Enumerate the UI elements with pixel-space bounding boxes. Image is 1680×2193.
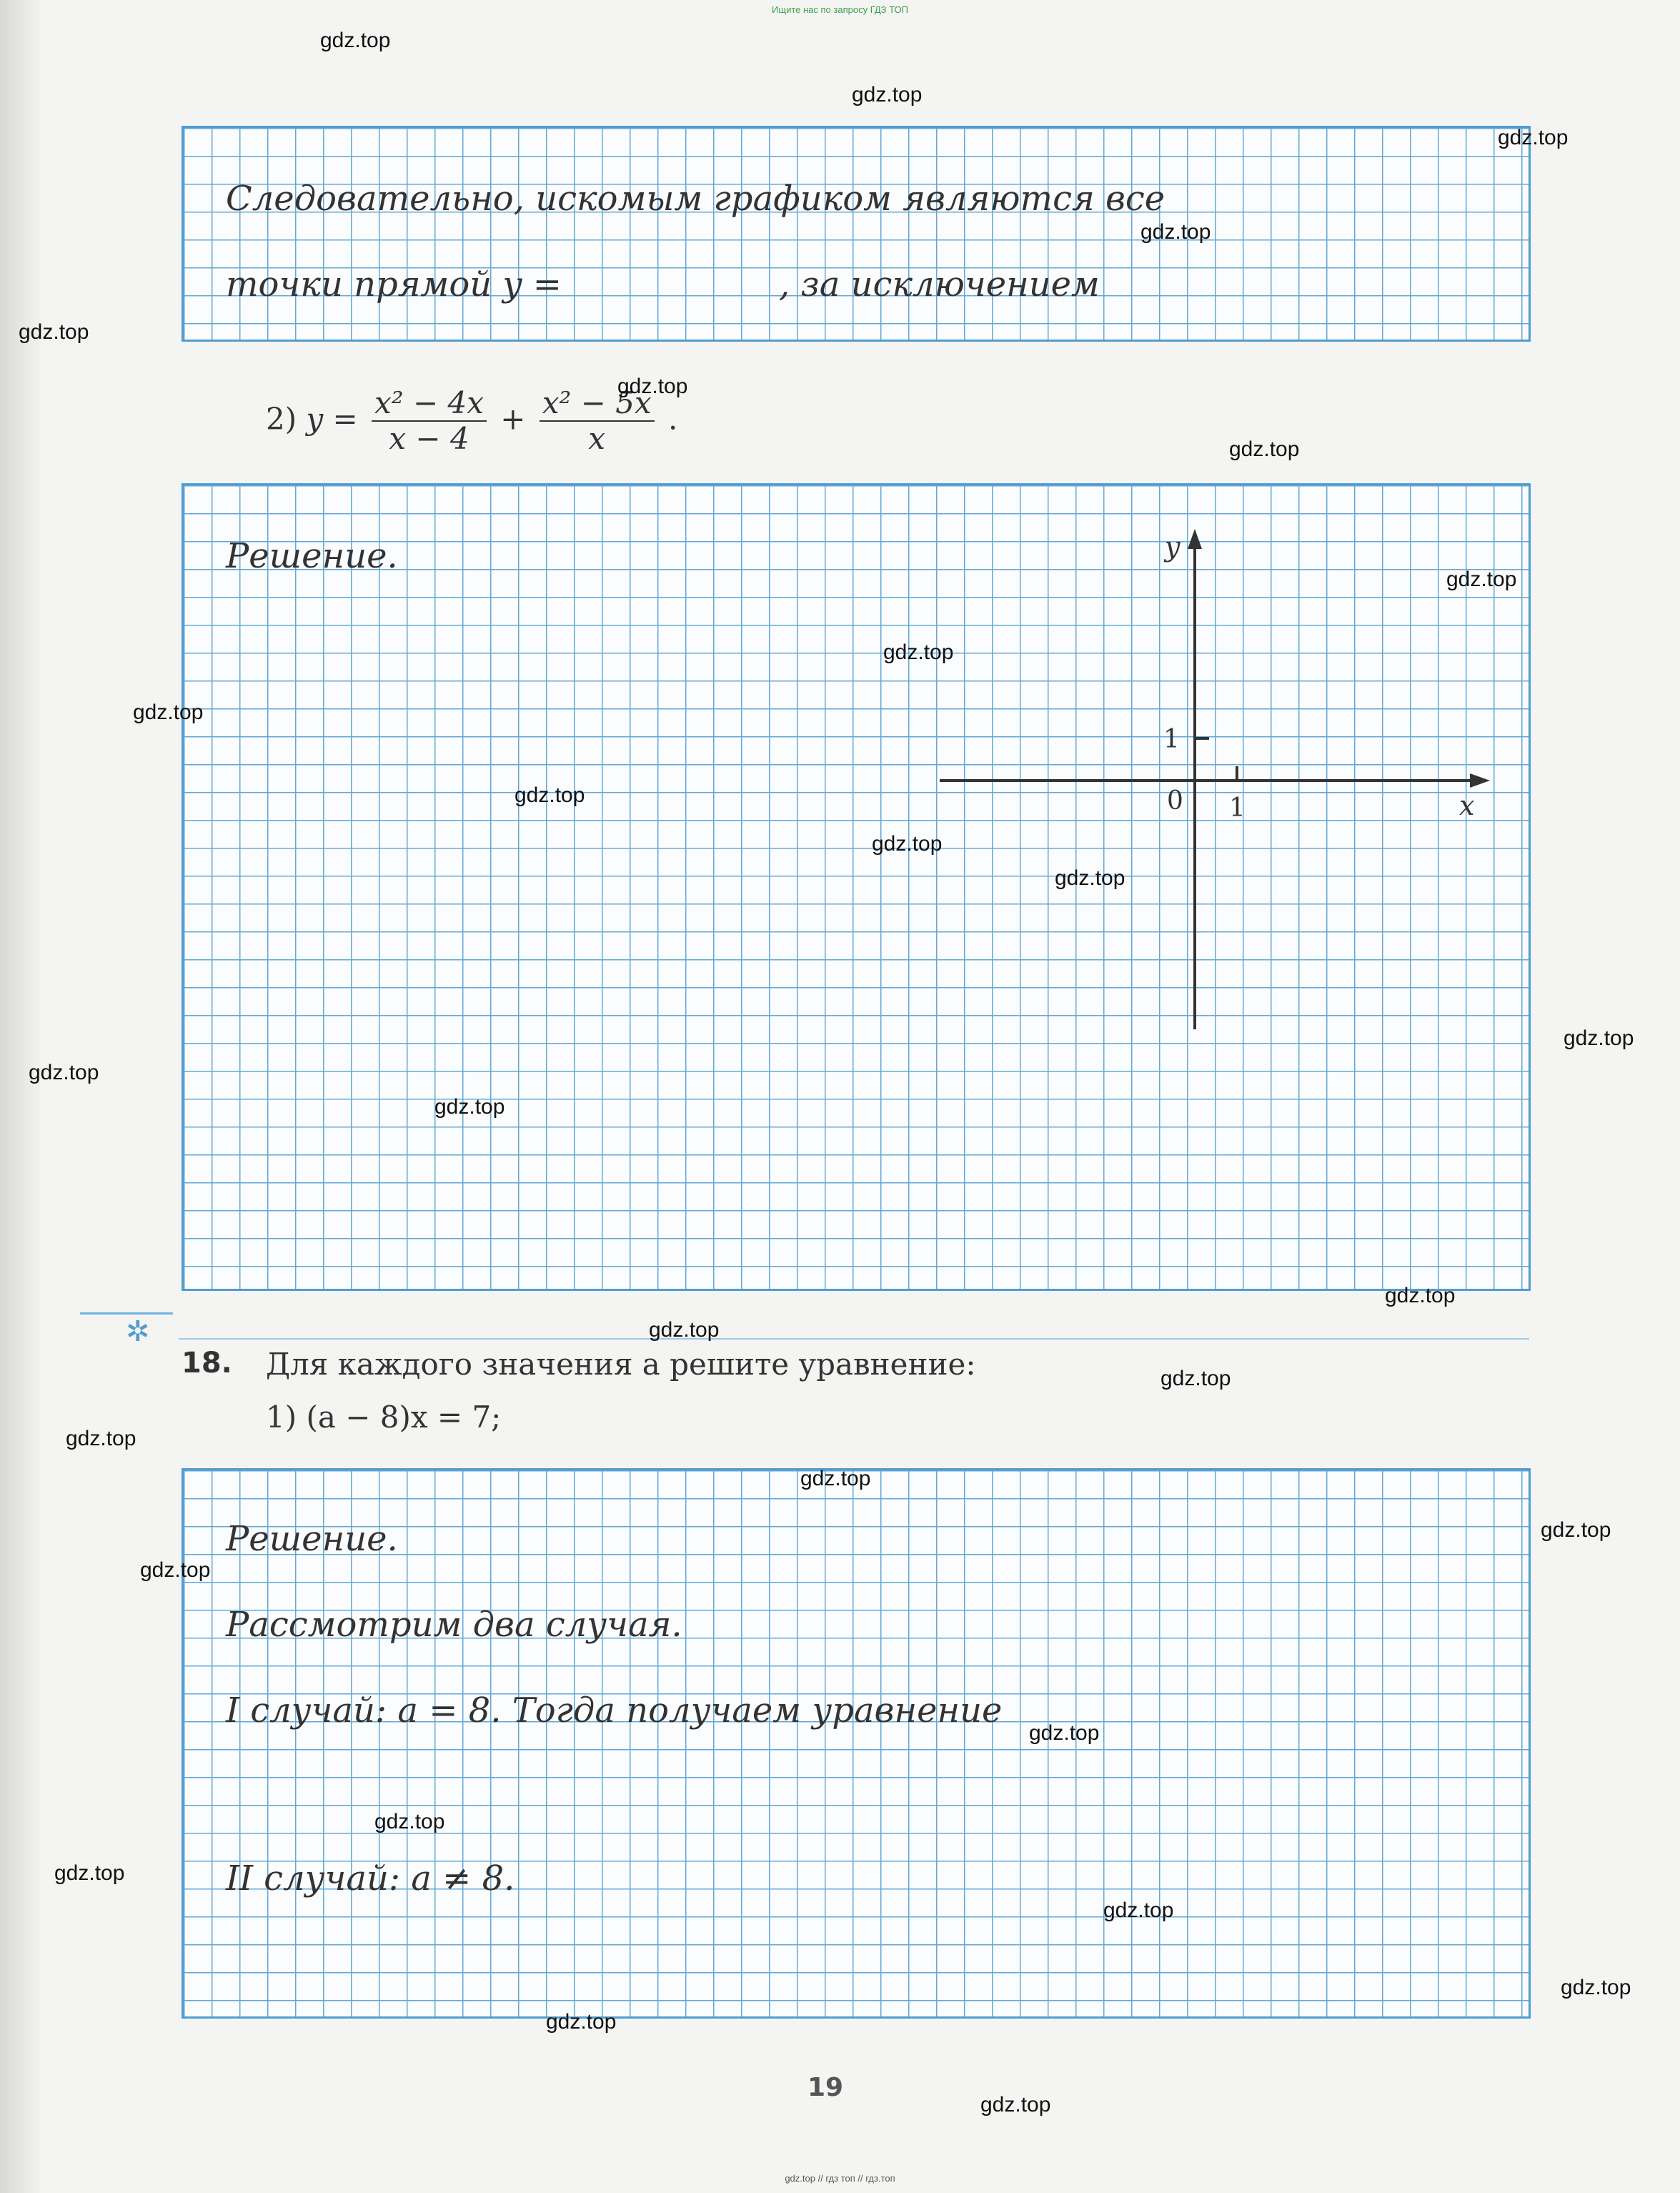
watermark: gdz.top	[374, 1810, 445, 1833]
box3-line2: Рассмотрим два случая.	[226, 1605, 682, 1645]
watermark: gdz.top	[883, 640, 954, 664]
watermark: gdz.top	[1140, 220, 1211, 244]
watermark: gdz.top	[19, 320, 89, 344]
fraction-1	[372, 386, 487, 457]
watermark: gdz.top	[1561, 1976, 1631, 1999]
watermark: gdz.top	[54, 1861, 125, 1885]
x-axis-label: x	[1459, 790, 1475, 821]
watermark: gdz.top	[29, 1061, 99, 1084]
box3-line4: II случай: a ≠ 8.	[226, 1858, 515, 1899]
watermark: gdz.top	[1446, 568, 1517, 591]
watermark: gdz.top	[1564, 1026, 1634, 1050]
star-icon: ✲	[126, 1315, 150, 1348]
watermark: gdz.top	[320, 29, 391, 52]
box3-solution: Решение.	[226, 1519, 398, 1559]
fraction-2-denominator: x	[588, 421, 606, 457]
watermark: gdz.top	[1498, 126, 1569, 149]
plus-sign: +	[500, 401, 526, 437]
box3-line3: I случай: a = 8. Тогда получаем уравнение	[226, 1690, 1003, 1731]
task2-label: 2)	[266, 401, 297, 437]
watermark: gdz.top	[649, 1318, 720, 1342]
grid-box-1	[182, 126, 1531, 342]
watermark: gdz.top	[434, 1095, 505, 1119]
origin-label: 0	[1167, 786, 1183, 816]
box2-solution: Решение.	[226, 536, 398, 576]
box1-line1: Следовательно, искомым графиком являются все	[226, 179, 1165, 219]
y-tick-label: 1	[1163, 725, 1180, 754]
watermark: gdz.top	[872, 832, 943, 856]
task2-y-equals: y =	[306, 401, 358, 437]
watermark: gdz.top	[1229, 437, 1300, 461]
watermark: gdz.top	[617, 375, 688, 398]
coordinate-axes	[929, 522, 1501, 1036]
watermark: gdz.top	[1055, 866, 1125, 890]
fraction-1-numerator: x² − 4x	[372, 386, 487, 422]
watermark: gdz.top	[140, 1558, 211, 1582]
watermark: gdz.top	[1541, 1518, 1611, 1542]
fraction-1-denominator: x − 4	[389, 421, 469, 457]
page-number: 19	[807, 2073, 844, 2102]
decorative-rule	[80, 1312, 173, 1315]
task-number: 18.	[182, 1347, 232, 1380]
watermark: gdz.top	[800, 1467, 871, 1490]
footer-note: gdz.top // гдз топ // гдз.топ	[785, 2173, 895, 2184]
box1-line2-start: точки прямой y =	[226, 264, 562, 305]
fraction-2-numerator: x² − 5x	[540, 386, 655, 422]
watermark: gdz.top	[66, 1427, 136, 1450]
y-axis-label: y	[1165, 531, 1181, 563]
task2-period: .	[668, 401, 678, 437]
box1-line2-end: , за исключением	[779, 264, 1100, 305]
watermark: gdz.top	[1160, 1367, 1231, 1390]
watermark: gdz.top	[980, 2093, 1051, 2117]
watermark: gdz.top	[852, 83, 923, 107]
task-sub1: 1) (a − 8)x = 7;	[266, 1400, 502, 1435]
watermark: gdz.top	[1385, 1284, 1456, 1307]
x-tick-label: 1	[1229, 793, 1246, 823]
watermark: gdz.top	[546, 2010, 617, 2034]
watermark: gdz.top	[1029, 1721, 1100, 1745]
watermark: gdz.top	[1103, 1899, 1174, 1922]
search-note: Ищите нас по запросу ГДЗ ТОП	[772, 4, 908, 15]
x-axis-arrow	[1470, 773, 1490, 788]
watermark: gdz.top	[133, 701, 204, 724]
decorative-rule-2	[179, 1338, 1529, 1340]
task-statement: Для каждого значения a решите уравнение:	[266, 1347, 976, 1382]
task2-formula	[266, 386, 677, 457]
y-axis-arrow	[1188, 529, 1202, 549]
watermark: gdz.top	[515, 783, 585, 807]
